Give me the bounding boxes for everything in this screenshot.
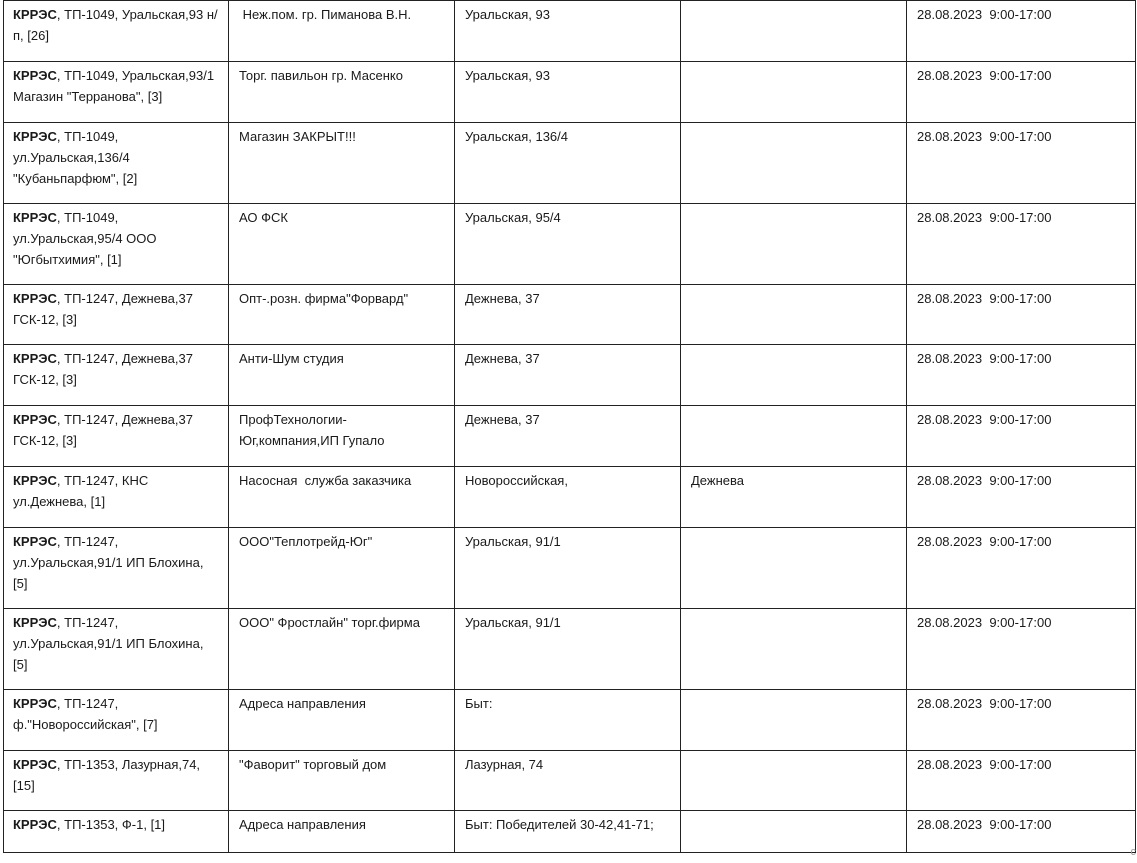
outage-date: 28.08.2023 bbox=[917, 534, 983, 549]
cell-houses bbox=[681, 345, 907, 406]
outage-date: 28.08.2023 bbox=[917, 615, 983, 630]
table-row bbox=[4, 406, 1136, 467]
table-row bbox=[4, 204, 1136, 285]
location-detail: , ТП-1049, Уральская,93 н/п, [26] bbox=[13, 7, 218, 43]
cell-location bbox=[4, 751, 229, 811]
outage-time: 9:00-17:00 bbox=[989, 615, 1052, 630]
cell-consumer bbox=[229, 609, 455, 690]
outage-time: 9:00-17:00 bbox=[989, 129, 1052, 144]
cell-houses bbox=[681, 62, 907, 123]
cell-consumer-text: Опт-.розн. фирма"Форвард" bbox=[239, 291, 409, 306]
cell-consumer-text: Насосная служба заказчика bbox=[239, 473, 412, 488]
location-detail: , ТП-1353, Лазурная,74, [15] bbox=[13, 757, 201, 793]
cell-street-text: Уральская, 136/4 bbox=[465, 129, 568, 144]
cell-location bbox=[4, 406, 229, 467]
cell-street-text: Дежнева, 37 bbox=[465, 291, 540, 306]
cell-consumer-text: ООО" Фростлайн" торг.фирма bbox=[239, 615, 420, 630]
cell-street-text: Быт: bbox=[465, 696, 493, 711]
cell-houses bbox=[681, 285, 907, 345]
cell-date bbox=[907, 285, 1136, 345]
cell-street-text: Лазурная, 74 bbox=[465, 757, 544, 772]
cell-location bbox=[4, 62, 229, 123]
cell-location bbox=[4, 609, 229, 690]
cell-consumer-text: Адреса направления bbox=[239, 817, 366, 832]
cell-street bbox=[455, 123, 681, 204]
outage-time: 9:00-17:00 bbox=[989, 534, 1052, 549]
outage-time: 9:00-17:00 bbox=[989, 696, 1052, 711]
cell-consumer bbox=[229, 751, 455, 811]
cell-street-text: Уральская, 91/1 bbox=[465, 534, 561, 549]
cell-consumer-text: Неж.пом. гр. Пиманова В.Н. bbox=[239, 7, 412, 22]
cell-consumer-text: Магазин ЗАКРЫТ!!! bbox=[239, 129, 356, 144]
location-detail: , ТП-1247, Дежнева,37 ГСК-12, [3] bbox=[13, 351, 193, 387]
outage-time: 9:00-17:00 bbox=[989, 412, 1052, 427]
outage-date: 28.08.2023 bbox=[917, 129, 983, 144]
cell-location bbox=[4, 345, 229, 406]
table-row bbox=[4, 811, 1136, 853]
cell-date bbox=[907, 345, 1136, 406]
outage-time: 9:00-17:00 bbox=[989, 210, 1052, 225]
cell-date bbox=[907, 751, 1136, 811]
outage-date: 28.08.2023 bbox=[917, 351, 983, 366]
org-name: КРРЭС bbox=[13, 412, 57, 427]
table-row bbox=[4, 690, 1136, 751]
cell-houses bbox=[681, 751, 907, 811]
cell-street bbox=[455, 345, 681, 406]
org-name: КРРЭС bbox=[13, 757, 57, 772]
location-detail: , ТП-1353, Ф-1, [1] bbox=[56, 817, 166, 832]
cell-street-text: Уральская, 91/1 bbox=[465, 615, 561, 630]
table-row bbox=[4, 123, 1136, 204]
org-name: КРРЭС bbox=[13, 210, 57, 225]
outage-date: 28.08.2023 bbox=[917, 757, 983, 772]
org-name: КРРЭС bbox=[13, 473, 57, 488]
cell-houses bbox=[681, 811, 907, 853]
outage-time: 9:00-17:00 bbox=[989, 473, 1052, 488]
cell-date bbox=[907, 467, 1136, 528]
cell-location bbox=[4, 123, 229, 204]
location-detail: , ТП-1247, ул.Уральская,91/1 ИП Блохина, [5] bbox=[13, 534, 204, 591]
cell-date bbox=[907, 204, 1136, 285]
table-row bbox=[4, 1, 1136, 62]
org-name: КРРЭС bbox=[13, 351, 57, 366]
cell-consumer bbox=[229, 285, 455, 345]
cell-consumer bbox=[229, 123, 455, 204]
cell-street bbox=[455, 1, 681, 62]
location-detail: , ТП-1247, КНС ул.Дежнева, [1] bbox=[13, 473, 149, 509]
cell-street bbox=[455, 690, 681, 751]
org-name: КРРЭС bbox=[13, 615, 57, 630]
outage-date: 28.08.2023 bbox=[917, 817, 983, 832]
location-detail: , ТП-1247, ул.Уральская,91/1 ИП Блохина, [5] bbox=[13, 615, 204, 672]
cell-street-text: Дежнева, 37 bbox=[465, 412, 540, 427]
outage-date: 28.08.2023 bbox=[917, 412, 983, 427]
cell-consumer-text: "Фаворит" торговый дом bbox=[239, 757, 387, 772]
cell-date bbox=[907, 528, 1136, 609]
cell-location bbox=[4, 690, 229, 751]
outage-schedule-table bbox=[3, 0, 1136, 853]
cell-consumer bbox=[229, 1, 455, 62]
cell-date bbox=[907, 123, 1136, 204]
cell-street bbox=[455, 406, 681, 467]
outage-date: 28.08.2023 bbox=[917, 68, 983, 83]
outage-time: 9:00-17:00 bbox=[989, 757, 1052, 772]
cell-houses-text: Дежнева bbox=[691, 473, 744, 488]
cell-date bbox=[907, 609, 1136, 690]
cell-houses bbox=[681, 467, 907, 528]
cell-houses bbox=[681, 204, 907, 285]
cell-consumer bbox=[229, 62, 455, 123]
outage-date: 28.08.2023 bbox=[917, 291, 983, 306]
table-row bbox=[4, 62, 1136, 123]
org-name: КРРЭС bbox=[13, 291, 57, 306]
cell-street bbox=[455, 204, 681, 285]
table-row bbox=[4, 345, 1136, 406]
cell-street-text: Новороссийская, bbox=[465, 473, 568, 488]
cell-street-text: Уральская, 95/4 bbox=[465, 210, 561, 225]
cell-consumer bbox=[229, 406, 455, 467]
outage-date: 28.08.2023 bbox=[917, 473, 983, 488]
table-row bbox=[4, 609, 1136, 690]
cell-consumer bbox=[229, 345, 455, 406]
cell-street-text: Дежнева, 37 bbox=[465, 351, 540, 366]
cell-location bbox=[4, 811, 229, 853]
cell-street bbox=[455, 609, 681, 690]
cell-consumer bbox=[229, 467, 455, 528]
cell-consumer-text: Торг. павильон гр. Масенко bbox=[239, 68, 403, 83]
cell-location bbox=[4, 467, 229, 528]
table-row bbox=[4, 285, 1136, 345]
outage-time: 9:00-17:00 bbox=[989, 291, 1052, 306]
cell-date bbox=[907, 406, 1136, 467]
cell-houses bbox=[681, 1, 907, 62]
location-detail: , ТП-1247, ф."Новороссийская", [7] bbox=[13, 696, 158, 732]
location-detail: , ТП-1049, ул.Уральская,95/4 ООО "Югбытхимия", [1] bbox=[13, 210, 157, 267]
cell-location bbox=[4, 528, 229, 609]
cell-date bbox=[907, 690, 1136, 751]
cell-location bbox=[4, 1, 229, 62]
org-name: КРРЭС bbox=[13, 534, 57, 549]
location-detail: , ТП-1247, Дежнева,37 ГСК-12, [3] bbox=[13, 412, 193, 448]
cell-location bbox=[4, 204, 229, 285]
cell-street-text: Быт: Победителей 30-42,41-71; bbox=[465, 817, 654, 832]
org-name: КРРЭС bbox=[13, 696, 57, 711]
outage-time: 9:00-17:00 bbox=[989, 68, 1052, 83]
cell-street-text: Уральская, 93 bbox=[465, 7, 550, 22]
cell-location bbox=[4, 285, 229, 345]
cell-consumer bbox=[229, 690, 455, 751]
cell-houses bbox=[681, 609, 907, 690]
cell-consumer-text: ООО"Теплотрейд-Юг" bbox=[239, 534, 373, 549]
cell-date bbox=[907, 62, 1136, 123]
outage-time: 9:00-17:00 bbox=[989, 351, 1052, 366]
cell-street bbox=[455, 62, 681, 123]
location-detail: , ТП-1247, Дежнева,37 ГСК-12, [3] bbox=[13, 291, 193, 327]
outage-date: 28.08.2023 bbox=[917, 696, 983, 711]
cell-houses bbox=[681, 406, 907, 467]
cell-consumer-text: АО ФСК bbox=[239, 210, 288, 225]
cell-street bbox=[455, 528, 681, 609]
cell-street bbox=[455, 751, 681, 811]
outage-date: 28.08.2023 bbox=[917, 210, 983, 225]
org-name: КРРЭС bbox=[13, 7, 57, 22]
outage-time: 9:00-17:00 bbox=[989, 7, 1052, 22]
location-detail: , ТП-1049, ул.Уральская,136/4 "Кубаньпарфюм", [2] bbox=[13, 129, 138, 186]
cell-street bbox=[455, 285, 681, 345]
table-row bbox=[4, 751, 1136, 811]
cell-street bbox=[455, 811, 681, 853]
cell-houses bbox=[681, 690, 907, 751]
table-row bbox=[4, 467, 1136, 528]
location-detail: , ТП-1049, Уральская,93/1 Магазин "Терранова", [3] bbox=[13, 68, 215, 104]
cell-consumer bbox=[229, 811, 455, 853]
org-name: КРРЭС bbox=[13, 68, 57, 83]
table-row bbox=[4, 528, 1136, 609]
org-name: КРРЭС bbox=[13, 817, 57, 832]
outage-time: 9:00-17:00 bbox=[989, 817, 1052, 832]
cell-consumer bbox=[229, 528, 455, 609]
cell-consumer bbox=[229, 204, 455, 285]
cell-date bbox=[907, 1, 1136, 62]
cell-consumer-text: ПрофТехнологии-Юг,компания,ИП Гупало bbox=[239, 412, 385, 448]
cell-consumer-text: Анти-Шум студия bbox=[239, 351, 344, 366]
cell-street bbox=[455, 467, 681, 528]
table-body bbox=[4, 1, 1136, 853]
org-name: КРРЭС bbox=[13, 129, 57, 144]
cell-consumer-text: Адреса направления bbox=[239, 696, 366, 711]
outage-date: 28.08.2023 bbox=[917, 7, 983, 22]
cell-street-text: Уральская, 93 bbox=[465, 68, 550, 83]
cell-houses bbox=[681, 528, 907, 609]
corner-mark: с bbox=[1130, 846, 1136, 858]
cell-date bbox=[907, 811, 1136, 853]
cell-houses bbox=[681, 123, 907, 204]
